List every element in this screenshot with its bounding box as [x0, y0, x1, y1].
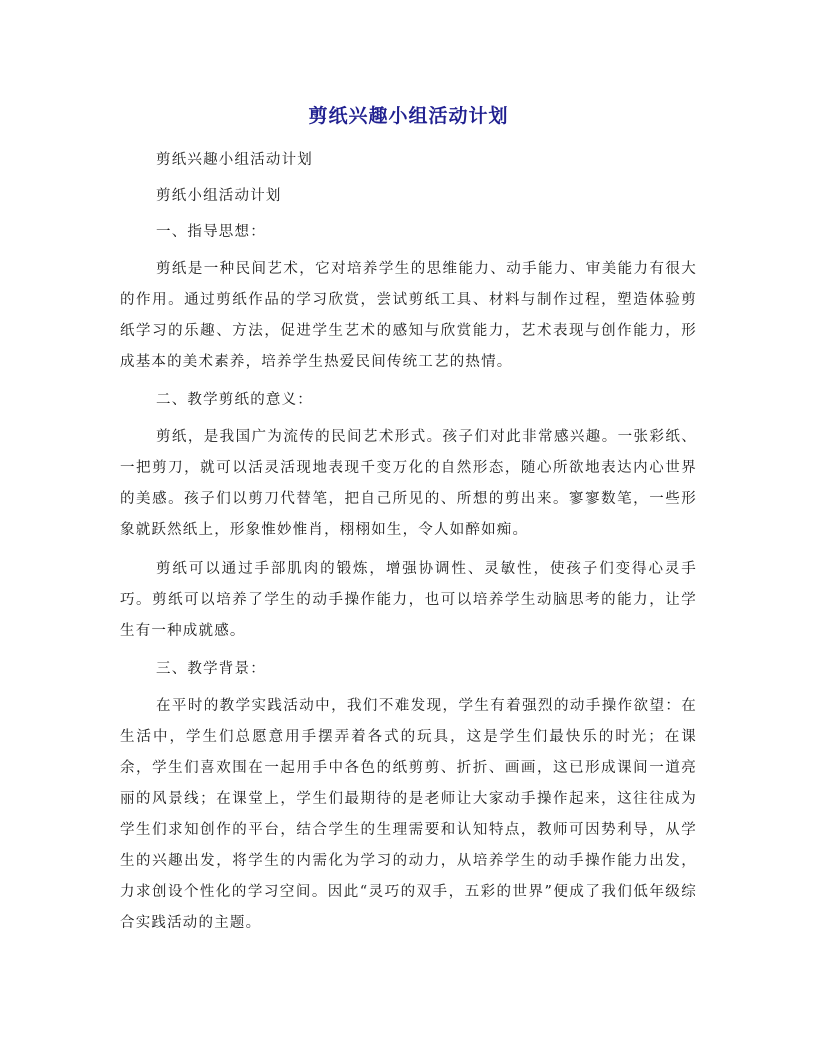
paragraph: 在平时的教学实践活动中，我们不难发现，学生有着强烈的动手操作欲望：在生活中，学生们总愿意用手摆弄着各式的玩具，这是学生们最快乐的时光；在课余，学生们喜欢围在一起用手中各色的纸剪剪、折折、画画，这已形成课间一道亮丽的风景线；在课堂上，学生们最期待的是老师让大家动手操作起来，这往往成为学生们求知创作的平台，结合学生的生理需要和认知特点，教师可因势利导，从学生的兴趣出发，将学生的内需化为学习的动力，从培养学生的动手操作能力出发，力求创设个性化的学习空间。因此“灵巧的双手，五彩的世界”便成了我们低年级综合实践活动的主题。 [120, 698, 697, 931]
paragraph: 剪纸可以通过手部肌肉的锻炼，增强协调性、灵敏性，使孩子们变得心灵手巧。剪纸可以培养了学生的动手操作能力，也可以培养学生动脑思考的能力，让学生有一种成就感。 [120, 561, 697, 639]
document-page [120, 100, 697, 947]
section-heading: 一、指导思想： [156, 224, 266, 240]
paragraph: 剪纸，是我国广为流传的民间艺术形式。孩子们对此非常感兴趣。一张彩纸、一把剪刀，就可以活灵活现地表现千变万化的自然形态，随心所欲地表达内心世界的美感。孩子们以剪刀代替笔，把自己所见的、所想的剪出来。寥寥数笔，一些形象就跃然纸上，形象惟妙惟肖，栩栩如生，令人如醉如痴。 [120, 429, 697, 538]
section-heading: 二、教学剪纸的意义： [156, 392, 313, 408]
paragraph: 剪纸是一种民间艺术，它对培养学生的思维能力、动手能力、审美能力有很大的作用。通过剪纸作品的学习欣赏，尝试剪纸工具、材料与制作过程，塑造体验剪纸学习的乐趣、方法，促进学生艺术的感知与欣赏能力，艺术表现与创作能力，形成基本的美术素养，培养学生热爱民间传统工艺的热情。 [120, 261, 697, 370]
subtitle-line: 剪纸兴趣小组活动计划 [156, 152, 313, 168]
document-title: 剪纸兴趣小组活动计划 [308, 105, 509, 127]
subtitle-line: 剪纸小组活动计划 [156, 188, 282, 204]
section-heading: 三、教学背景： [156, 661, 266, 677]
